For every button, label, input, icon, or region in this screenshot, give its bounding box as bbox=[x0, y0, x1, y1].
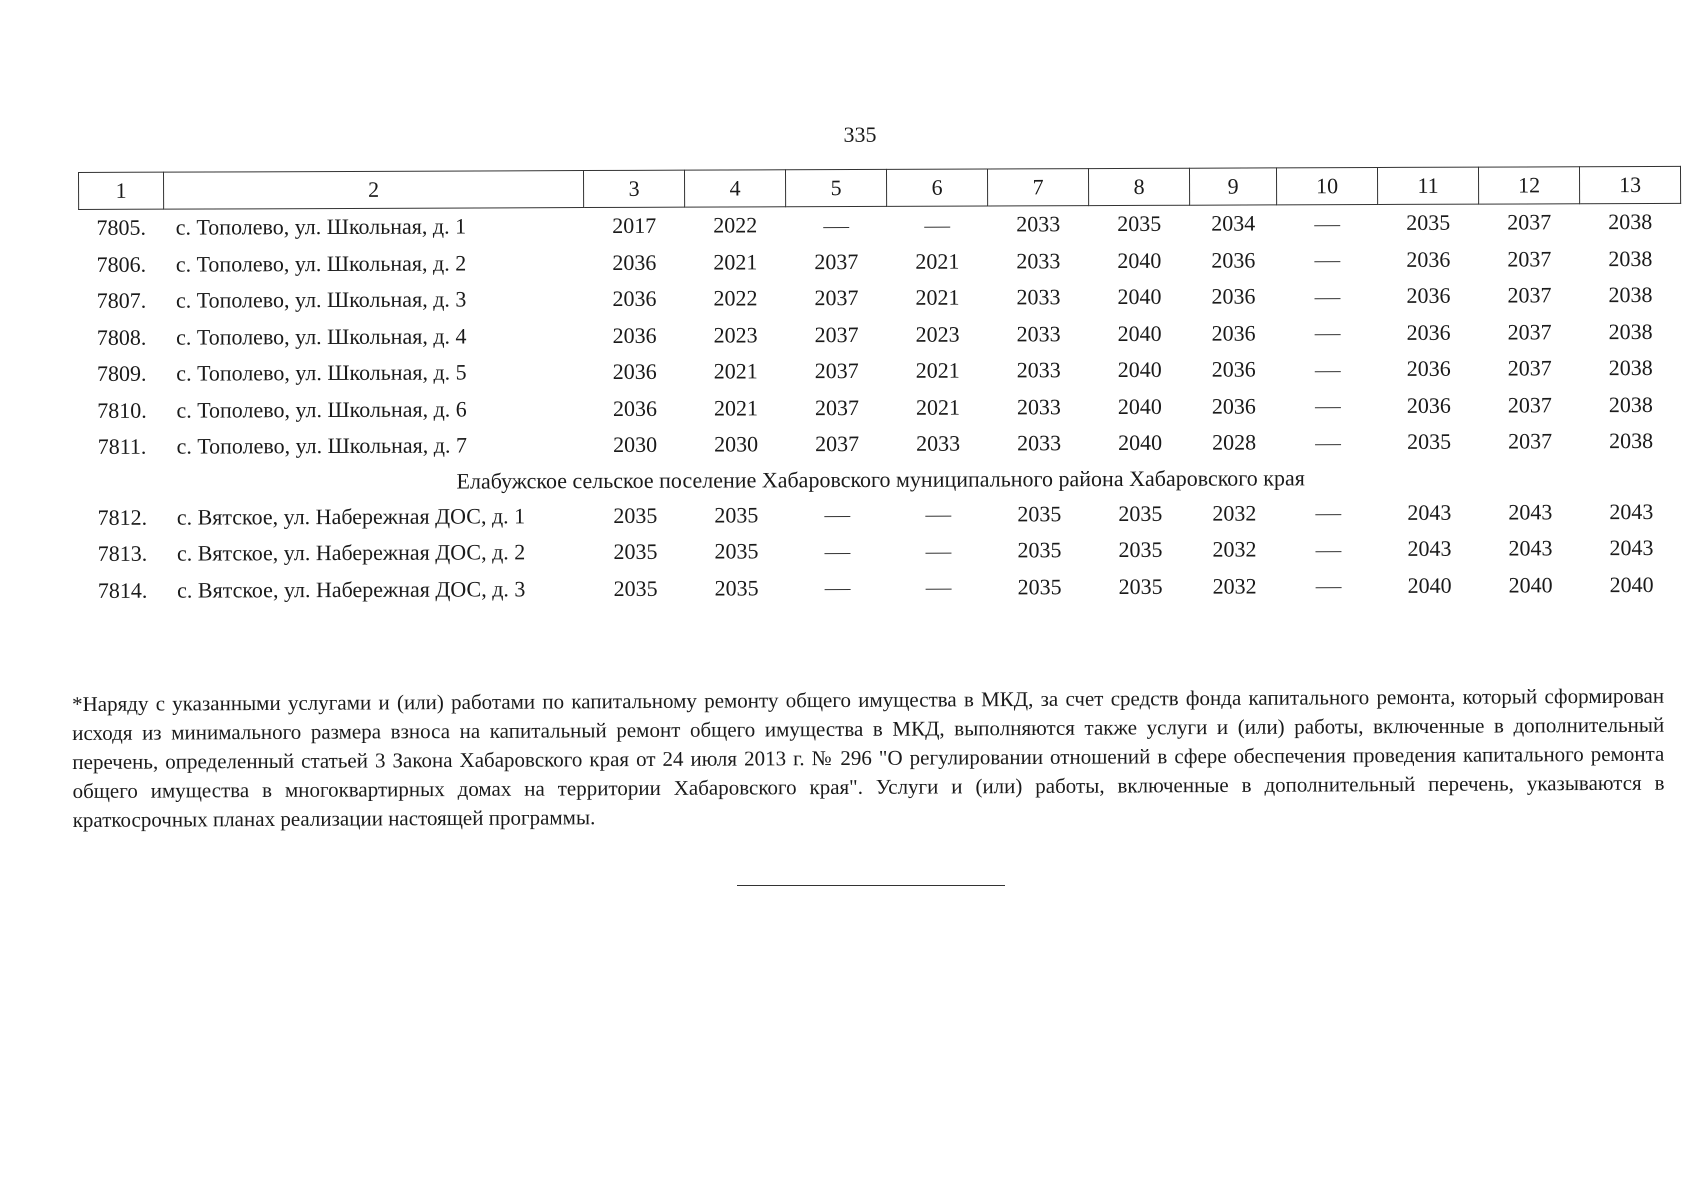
year-cell: 2036 bbox=[612, 322, 657, 348]
year-cell: 2023 bbox=[915, 321, 960, 347]
empty-value-cell bbox=[786, 206, 887, 243]
year-cell: 2034 bbox=[1211, 210, 1256, 236]
dash-mark bbox=[1314, 225, 1340, 226]
year-cell: 2021 bbox=[713, 358, 758, 384]
table-row bbox=[80, 530, 1682, 573]
year-cell: 2038 bbox=[1608, 209, 1653, 235]
year-cell: 2037 bbox=[814, 394, 859, 420]
column-header: 11 bbox=[1377, 167, 1478, 204]
year-cell: 2036 bbox=[612, 286, 657, 312]
year-cell: 2036 bbox=[1406, 392, 1451, 418]
dash-mark bbox=[924, 226, 950, 227]
year-cell: 2037 bbox=[815, 431, 860, 457]
year-cell: 2040 bbox=[1117, 247, 1162, 273]
empty-value-cell bbox=[1278, 568, 1379, 605]
year-cell: 2035 bbox=[1406, 428, 1452, 455]
row-number: 7808. bbox=[96, 324, 147, 350]
year-cell: 2035 bbox=[1017, 500, 1062, 527]
year-cell: 2021 bbox=[713, 249, 758, 275]
year-cell: 2036 bbox=[612, 359, 657, 385]
dash-mark bbox=[1315, 334, 1341, 335]
dash-mark bbox=[1315, 551, 1341, 552]
table-row bbox=[79, 313, 1681, 356]
address-cell: с. Тополево, ул. Школьная, д. 7 bbox=[176, 432, 467, 459]
dash-mark bbox=[1315, 444, 1341, 445]
year-cell: 2032 bbox=[1212, 573, 1257, 599]
table-row bbox=[79, 423, 1681, 466]
year-cell: 2033 bbox=[1016, 284, 1061, 310]
table-row bbox=[79, 386, 1681, 429]
year-cell: 2021 bbox=[713, 395, 758, 421]
empty-value-cell bbox=[1277, 424, 1378, 461]
dash-mark bbox=[823, 227, 849, 228]
address-cell: с. Тополево, ул. Школьная, д. 6 bbox=[176, 396, 467, 423]
year-cell: 2043 bbox=[1508, 499, 1553, 525]
empty-value-cell bbox=[787, 569, 888, 606]
year-cell: 2038 bbox=[1608, 391, 1653, 417]
empty-value-cell bbox=[1277, 388, 1378, 425]
empty-value-cell bbox=[1278, 531, 1379, 568]
address-cell: с. Тополево, ул. Школьная, д. 1 bbox=[175, 213, 467, 240]
dash-mark bbox=[1315, 514, 1341, 515]
dash-mark bbox=[1314, 298, 1340, 299]
column-header: 6 bbox=[886, 169, 987, 206]
year-cell: 2037 bbox=[1507, 282, 1552, 308]
column-header: 5 bbox=[785, 169, 886, 206]
empty-value-cell bbox=[787, 496, 888, 533]
year-cell: 2043 bbox=[1609, 535, 1654, 561]
table-row bbox=[80, 493, 1682, 536]
year-cell: 2035 bbox=[1017, 573, 1062, 600]
empty-value-cell bbox=[888, 496, 989, 533]
row-number: 7805. bbox=[96, 214, 147, 241]
year-cell: 2036 bbox=[1211, 393, 1256, 419]
year-cell: 2035 bbox=[714, 502, 759, 528]
column-header: 13 bbox=[1579, 166, 1680, 203]
dash-mark bbox=[925, 552, 951, 553]
year-cell: 2036 bbox=[612, 249, 657, 275]
dash-mark bbox=[1314, 261, 1340, 262]
year-cell: 2035 bbox=[613, 502, 658, 528]
page-number: 335 bbox=[843, 122, 877, 147]
address-cell: с. Вятское, ул. Набережная ДОС, д. 3 bbox=[177, 576, 526, 603]
year-cell: 2021 bbox=[915, 248, 960, 274]
schedule-table-container bbox=[78, 166, 1668, 609]
empty-value-cell bbox=[1277, 315, 1378, 352]
year-cell: 2036 bbox=[1406, 246, 1451, 272]
column-header: 2 bbox=[164, 171, 584, 210]
year-cell: 2030 bbox=[714, 431, 759, 457]
year-cell: 2022 bbox=[713, 285, 758, 311]
address-cell: с. Тополево, ул. Школьная, д. 5 bbox=[176, 359, 467, 386]
dash-mark bbox=[1315, 407, 1341, 408]
column-header: 12 bbox=[1478, 167, 1579, 204]
year-cell: 2021 bbox=[915, 284, 960, 311]
row-number: 7813. bbox=[97, 540, 148, 567]
year-cell: 2036 bbox=[1211, 283, 1256, 309]
year-cell: 2035 bbox=[1117, 211, 1162, 237]
year-cell: 2040 bbox=[1117, 357, 1162, 383]
schedule-table bbox=[78, 166, 1683, 609]
year-cell: 2035 bbox=[714, 575, 759, 601]
dash-mark bbox=[1316, 587, 1342, 588]
year-cell: 2043 bbox=[1508, 535, 1553, 561]
table-body-group-1 bbox=[79, 203, 1682, 465]
year-cell: 2036 bbox=[1211, 320, 1256, 346]
row-number: 7811. bbox=[97, 433, 147, 460]
year-cell: 2021 bbox=[915, 357, 960, 384]
address-cell: с. Тополево, ул. Школьная, д. 3 bbox=[175, 286, 467, 313]
dash-mark bbox=[925, 516, 951, 517]
empty-value-cell bbox=[887, 206, 988, 243]
year-cell: 2021 bbox=[915, 394, 960, 420]
year-cell: 2023 bbox=[713, 322, 758, 348]
footnote: *Наряду с указанными услугами и (или) работами по капитальному ремонту общего имущества в МКД, за счет средств фонда капитального ремонта, который сформирован исходя из минимального размера взноса на капитальный ремонт общего имущества в МКД, выполняются также услуги и (или) работы, включенные в дополнительный перечень, определенный статьей 3 Закона Хабаровского края от 24 июля 2013 г. № 296 "О регулировании отношений в сфере обеспечения проведения капитального ремонта общего имущества в многоквартирных домах на территории Хабаровского края". Услуги и (или) работы, включенные в дополнительный перечень, указываются в краткосрочных планах реализации настоящей программы. bbox=[72, 683, 1665, 832]
row-number: 7809. bbox=[96, 360, 147, 387]
year-cell: 2033 bbox=[1016, 357, 1061, 383]
table-row bbox=[79, 350, 1681, 393]
year-cell: 2033 bbox=[1016, 247, 1061, 274]
table-row bbox=[79, 203, 1681, 246]
year-cell: 2036 bbox=[1406, 355, 1451, 382]
column-header: 8 bbox=[1088, 168, 1189, 205]
dash-mark bbox=[824, 516, 850, 517]
address-cell: с. Тополево, ул. Школьная, д. 4 bbox=[176, 323, 467, 350]
empty-value-cell bbox=[1277, 351, 1378, 388]
empty-value-cell bbox=[787, 533, 888, 570]
year-cell: 2038 bbox=[1608, 318, 1653, 344]
year-cell: 2043 bbox=[1407, 535, 1452, 562]
year-cell: 2036 bbox=[1406, 282, 1451, 309]
row-number: 7810. bbox=[97, 397, 147, 423]
year-cell: 2037 bbox=[1507, 355, 1552, 381]
empty-value-cell bbox=[1277, 278, 1378, 315]
year-cell: 2030 bbox=[613, 432, 658, 458]
year-cell: 2037 bbox=[1507, 209, 1552, 235]
year-cell: 2036 bbox=[1211, 356, 1256, 382]
year-cell: 2043 bbox=[1407, 499, 1452, 525]
year-cell: 2040 bbox=[1117, 284, 1162, 310]
column-header: 4 bbox=[684, 170, 785, 207]
year-cell: 2033 bbox=[916, 430, 961, 457]
empty-value-cell bbox=[1277, 205, 1378, 242]
year-cell: 2038 bbox=[1608, 428, 1654, 454]
year-cell: 2036 bbox=[1211, 247, 1256, 273]
year-cell: 2037 bbox=[814, 285, 859, 311]
year-cell: 2022 bbox=[713, 212, 758, 238]
column-header: 10 bbox=[1276, 168, 1377, 205]
year-cell: 2035 bbox=[1406, 209, 1451, 236]
year-cell: 2040 bbox=[1117, 430, 1163, 456]
year-cell: 2035 bbox=[1118, 537, 1163, 563]
year-cell: 2037 bbox=[1507, 428, 1553, 454]
row-number: 7807. bbox=[96, 287, 147, 314]
year-cell: 2038 bbox=[1608, 282, 1653, 308]
section-title: Елабужское сельское поселение Хабаровского муниципального района Хабаровского края bbox=[456, 464, 1305, 494]
dash-mark bbox=[926, 589, 952, 590]
column-header: 3 bbox=[583, 170, 684, 207]
year-cell: 2017 bbox=[612, 213, 657, 239]
year-cell: 2035 bbox=[1118, 500, 1163, 526]
table-row bbox=[79, 277, 1681, 320]
dash-mark bbox=[824, 553, 850, 554]
year-cell: 2033 bbox=[1016, 393, 1061, 420]
year-cell: 2035 bbox=[613, 575, 658, 601]
row-number: 7806. bbox=[96, 251, 147, 277]
year-cell: 2035 bbox=[1017, 537, 1062, 563]
year-cell: 2038 bbox=[1608, 245, 1653, 271]
year-cell: 2043 bbox=[1609, 498, 1654, 524]
year-cell: 2033 bbox=[1017, 430, 1062, 456]
table-body-group-2 bbox=[80, 493, 1682, 609]
empty-value-cell bbox=[888, 569, 989, 606]
year-cell: 2037 bbox=[1507, 392, 1552, 418]
year-cell: 2040 bbox=[1609, 571, 1654, 597]
row-number: 7814. bbox=[97, 577, 148, 603]
dash-mark bbox=[1315, 371, 1341, 372]
year-cell: 2033 bbox=[1016, 211, 1061, 237]
year-cell: 2033 bbox=[1016, 320, 1061, 347]
year-cell: 2035 bbox=[613, 539, 658, 565]
year-cell: 2037 bbox=[814, 321, 859, 347]
year-cell: 2036 bbox=[612, 395, 657, 421]
year-cell: 2037 bbox=[1507, 246, 1552, 272]
year-cell: 2036 bbox=[1406, 319, 1451, 345]
column-header: 7 bbox=[987, 169, 1088, 206]
year-cell: 2040 bbox=[1508, 572, 1553, 598]
table-header-row bbox=[79, 166, 1681, 209]
table-row bbox=[79, 240, 1681, 283]
column-header: 1 bbox=[79, 172, 164, 209]
year-cell: 2040 bbox=[1117, 393, 1162, 419]
year-cell: 2038 bbox=[1608, 355, 1653, 381]
dash-mark bbox=[825, 589, 851, 590]
address-cell: с. Вятское, ул. Набережная ДОС, д. 1 bbox=[176, 503, 526, 530]
year-cell: 2032 bbox=[1212, 536, 1257, 562]
year-cell: 2037 bbox=[1507, 319, 1552, 345]
address-cell: с. Вятское, ул. Набережная ДОС, д. 2 bbox=[176, 539, 526, 566]
year-cell: 2035 bbox=[714, 538, 759, 564]
empty-value-cell bbox=[1277, 242, 1378, 279]
table-row bbox=[80, 566, 1682, 609]
column-header: 9 bbox=[1189, 168, 1276, 205]
year-cell: 2035 bbox=[1118, 573, 1163, 599]
year-cell: 2028 bbox=[1211, 429, 1257, 455]
closing-rule bbox=[737, 885, 1005, 886]
year-cell: 2037 bbox=[814, 358, 859, 384]
address-cell: с. Тополево, ул. Школьная, д. 2 bbox=[175, 250, 467, 277]
year-cell: 2040 bbox=[1407, 572, 1452, 598]
year-cell: 2040 bbox=[1117, 320, 1162, 346]
year-cell: 2032 bbox=[1212, 500, 1257, 526]
year-cell: 2037 bbox=[814, 248, 859, 274]
empty-value-cell bbox=[888, 533, 989, 570]
row-number: 7812. bbox=[97, 504, 148, 530]
empty-value-cell bbox=[1278, 495, 1379, 532]
